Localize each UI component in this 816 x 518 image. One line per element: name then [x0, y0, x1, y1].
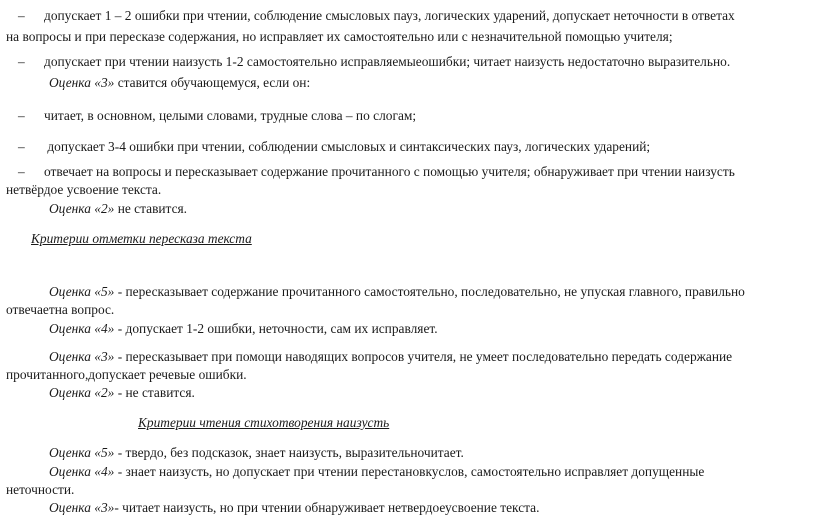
- grade-line: [49, 385, 195, 401]
- criterion-line: [6, 8, 735, 24]
- grade-label: Оценка «5»: [49, 445, 115, 460]
- grade-line: [49, 464, 704, 480]
- grade-line: [49, 284, 745, 300]
- grade-label: Оценка «2»: [49, 201, 115, 216]
- grade-line: [49, 321, 438, 337]
- criterion-line: [6, 182, 161, 198]
- line-text: допускает 3-4 ошибки при чтении, соблюдении смысловых и синтаксических пауз, логических ударений;: [44, 139, 651, 154]
- dash-marker: –: [18, 164, 25, 179]
- line-text: - пересказывает при помощи наводящих вопросов учителя, не умеет последовательно передать содержание: [114, 349, 733, 364]
- grade-line: [49, 75, 310, 91]
- grade-label: Оценка «2»: [49, 385, 115, 400]
- grade-line: [49, 349, 732, 365]
- grade-label: Оценка «3»: [49, 349, 115, 364]
- criterion-line: [6, 54, 730, 70]
- grade-line: [49, 445, 464, 461]
- section-heading: Критерии чтения стихотворения наизусть: [138, 415, 390, 430]
- line-text: отвечаетна вопрос.: [6, 302, 115, 317]
- criterion-line: [6, 367, 247, 383]
- line-text: прочитанного,допускает речевые ошибки.: [6, 367, 247, 382]
- line-text: - не ставится.: [114, 385, 195, 400]
- criterion-line: [6, 164, 735, 180]
- line-text: допускает 1 – 2 ошибки при чтении, соблюдение смысловых пауз, логических ударений, допускает неточности в ответах: [44, 8, 735, 23]
- line-text: - допускает 1-2 ошибки, неточности, сам их исправляет.: [114, 321, 438, 336]
- grade-label: Оценка «4»: [49, 464, 115, 479]
- line-text: - твердо, без подсказок, знает наизусть, выразительночитает.: [114, 445, 464, 460]
- dash-marker: –: [18, 139, 25, 154]
- criterion-line: [6, 482, 74, 498]
- dash-marker: –: [18, 8, 25, 23]
- line-text: отвечает на вопросы и пересказывает содержание прочитанного с помощью учителя; обнаруживает при чтении наизусть: [44, 164, 735, 179]
- criterion-line: [6, 302, 114, 318]
- grade-label: Оценка «4»: [49, 321, 115, 336]
- grade-label: Оценка «3»: [49, 500, 115, 515]
- line-text: не ставится.: [114, 201, 188, 216]
- grade-label: Оценка «3»: [49, 75, 115, 90]
- grade-label: Оценка «5»: [49, 284, 115, 299]
- criterion-line: [6, 29, 673, 45]
- grade-line: [49, 201, 187, 217]
- line-text: на вопросы и при пересказе содержания, но исправляет их самостоятельно или с незначительной помощью учителя;: [6, 29, 673, 44]
- dash-marker: –: [18, 54, 25, 69]
- line-text: неточности.: [6, 482, 75, 497]
- criterion-line: [6, 139, 650, 155]
- line-text: ставится обучающемуся, если он:: [114, 75, 311, 90]
- line-text: нетвёрдое усвоение текста.: [6, 182, 162, 197]
- grade-line: [49, 500, 539, 516]
- dash-marker: –: [18, 108, 25, 123]
- line-text: - пересказывает содержание прочитанного самостоятельно, последовательно, не упуская главного, правильно: [114, 284, 745, 299]
- line-text: - читает наизусть, но при чтении обнаруживает нетвердоеусвоение текста.: [114, 500, 540, 515]
- line-text: допускает при чтении наизусть 1-2 самостоятельно исправляемыеошибки; читает наизусть недостаточно выразительно.: [44, 54, 731, 69]
- line-text: - знает наизусть, но допускает при чтении перестановкуслов, самостоятельно исправляет допущенные: [114, 464, 705, 479]
- line-text: читает, в основном, целыми словами, трудные слова – по слогам;: [44, 108, 417, 123]
- criterion-line: [6, 108, 416, 124]
- section-heading: Критерии отметки пересказа текста: [31, 231, 252, 246]
